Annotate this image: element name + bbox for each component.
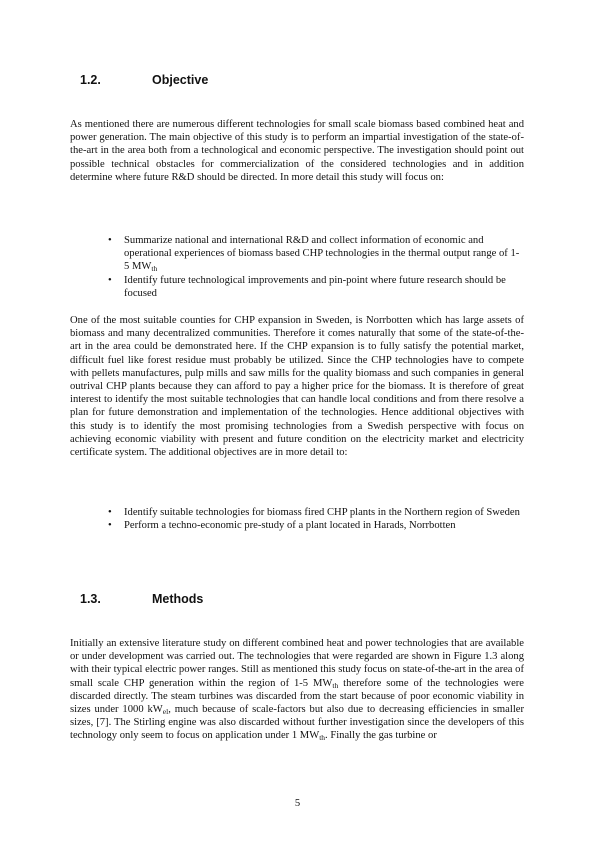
- objective-intro-paragraph: As mentioned there are numerous different technologies for small scale biomass based combined heat and power generation. The main objective of this study is to perform an impartial investigation of the state-of-the-art in the area both from a technological and economic perspective. The investigation should point out possible technical obstacles for commercialization of the considered technologies and in addition determine where future R&D should be directed. In more detail this study will focus on:: [70, 119, 524, 183]
- section-number: 1.3.: [80, 592, 101, 606]
- section-heading-objective: [80, 73, 208, 87]
- methods-paragraph: Initially an extensive literature study on different combined heat and power technologies that are available or under development was carried out. The technologies that were regarded are shown in Figure 1.3 along with their typical electric power ranges. Still as mentioned this study focus on state-of-the-art in the area of small scale CHP generation within the region of 1-5 $MW_{th}$ therefore some of the technologies were discarded directly. The steam turbines was discarded from the start because of poor economic viability in sizes under 1000 $kW_{el}$, much because of scale-factors but also due to decreasing efficiencies in smaller sizes, [7]. The Stirling engine was also discarded without further investigation since the developers of this technology only seem to focus on application under 1 $MW_{th}$. Finally the gas turbine or: [70, 638, 525, 743]
- list-item: • Summarize national and international R&D and collect information of economic and operational experiences of biomass based CHP technologies in the thermal output range of 1-5 $MW_{th}$: [108, 234, 524, 274]
- section-number: 1.2.: [80, 73, 101, 87]
- list-item: • Perform a techno-economic pre-study of a plant located in Harads, Norrbotten: [108, 519, 524, 532]
- section-title: Objective: [152, 73, 209, 87]
- additional-objectives-list: [108, 506, 524, 532]
- section-title: Methods: [152, 592, 204, 606]
- objective-bullet-list: [108, 234, 524, 300]
- section-heading-methods: [80, 592, 203, 606]
- objective-second-paragraph: One of the most suitable counties for CHP expansion in Sweden, is Norrbotten which has large assets of biomass and many decentralized communities. Therefore it comes naturally that some of the state-of-the-art in the area could be demonstrated here. If the CHP expansion is to fully satisfy the potential market, difficult fuel like forest residue must probably be utilized. Since the CHP technologies have to compete with pellets manufactures, pulp mills and saw mills for the quality biomass and such companies in general outrival CHP plants because they can afford to pay a higher price for the biomass. It is therefore of great interest to identify the most suitable technologies that can handle local conditions and from there resolve a plan for future demonstration and implementation of the technologies. Hence additional objectives with this study is to identify the most promising technologies from a Swedish perspective with focus on achieving economic viability with present and future condition on the electricity market and electricity certificate system. The additional objectives are in more detail to:: [70, 315, 524, 459]
- list-item: • Identify future technological improvements and pin-point where future research should be focused: [108, 274, 524, 300]
- list-item: • Identify suitable technologies for biomass fired CHP plants in the Northern region of Sweden: [108, 506, 524, 519]
- page-number: 5: [294, 798, 301, 809]
